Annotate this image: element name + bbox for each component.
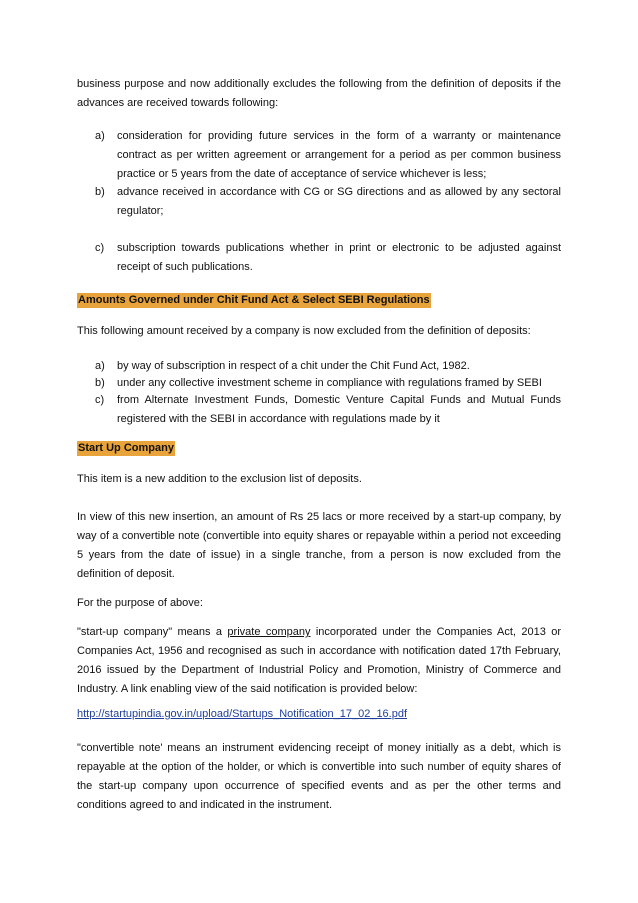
list-item bbox=[77, 391, 561, 429]
intro-paragraph: business purpose and now additionally excludes the following from the definition of deposits if the advances are received towards following: bbox=[77, 78, 561, 109]
chit-fund-intro: This following amount received by a company is now excluded from the definition of deposits: bbox=[77, 325, 531, 337]
list-item bbox=[77, 127, 561, 184]
list-item-text: subscription towards publications whether in print or electronic to be adjusted against receipt of such publications. bbox=[117, 242, 561, 273]
notification-link[interactable]: http://startupindia.gov.in/upload/Startups_Notification_17_02_16.pdf bbox=[77, 708, 408, 720]
definition-rest: incorporated under the Companies Act, 2013 or Companies Act, 1956 and recognised as such in accordance with notification dated 17th February, 2016 issued by the Department of Industrial Policy and Promotion, Ministry of Commerce and Industry. A link enabling view of the said notification is provided below: bbox=[77, 626, 561, 695]
list-item-text: from Alternate Investment Funds, Domestic Venture Capital Funds and Mutual Funds registered with the SEBI in accordance with regulations made by it bbox=[117, 394, 561, 425]
private-company-link[interactable]: private company bbox=[227, 626, 311, 638]
list-item bbox=[77, 183, 561, 221]
list-item-label: c) bbox=[95, 394, 105, 406]
list-item-text: under any collective investment scheme in compliance with regulations framed by SEBI bbox=[117, 377, 542, 389]
list-item-text: by way of subscription in respect of a chit under the Chit Fund Act, 1982. bbox=[117, 360, 470, 372]
list-item-text: advance received in accordance with CG or SG directions and as allowed by any sectoral regulator; bbox=[117, 186, 561, 217]
list-item-label: b) bbox=[95, 186, 105, 198]
startup-paragraph-2: In view of this new insertion, an amount of Rs 25 lacs or more received by a start-up company, by way of a convertible note (convertible into equity shares or repayable within a period not exceeding 5 years from the date of issue) in a single tranche, from a person is now excluded from the definition of deposit. bbox=[77, 511, 561, 580]
list-item-label: a) bbox=[95, 130, 105, 142]
list-item bbox=[77, 239, 561, 277]
section-heading-startup: Start Up Company bbox=[78, 442, 174, 454]
list-item-text: consideration for providing future services in the form of a warranty or maintenance contract as per written agreement or arrangement for a period as per common business practice or 5 years from the date of acceptance of service whichever is less; bbox=[117, 130, 561, 180]
section-heading-chit-fund: Amounts Governed under Chit Fund Act & Select SEBI Regulations bbox=[78, 294, 430, 306]
startup-paragraph-3: For the purpose of above: bbox=[77, 597, 203, 609]
definition-start: "start-up company" means a bbox=[77, 626, 223, 638]
startup-paragraph-1: This item is a new addition to the exclusion list of deposits. bbox=[77, 473, 362, 485]
startup-definition bbox=[77, 623, 561, 699]
convertible-note-definition: "convertible note' means an instrument evidencing receipt of money initially as a debt, which is repayable at the option of the holder, or which is convertible into such number of equity shares of the start-up company upon occurrence of specified events and as per the other terms and conditions agreed to and indicated in the instrument. bbox=[77, 742, 561, 811]
list-item-label: a) bbox=[95, 360, 105, 372]
list-item-label: c) bbox=[95, 242, 105, 254]
notification-link-line bbox=[77, 705, 561, 724]
list-item-label: b) bbox=[95, 377, 105, 389]
